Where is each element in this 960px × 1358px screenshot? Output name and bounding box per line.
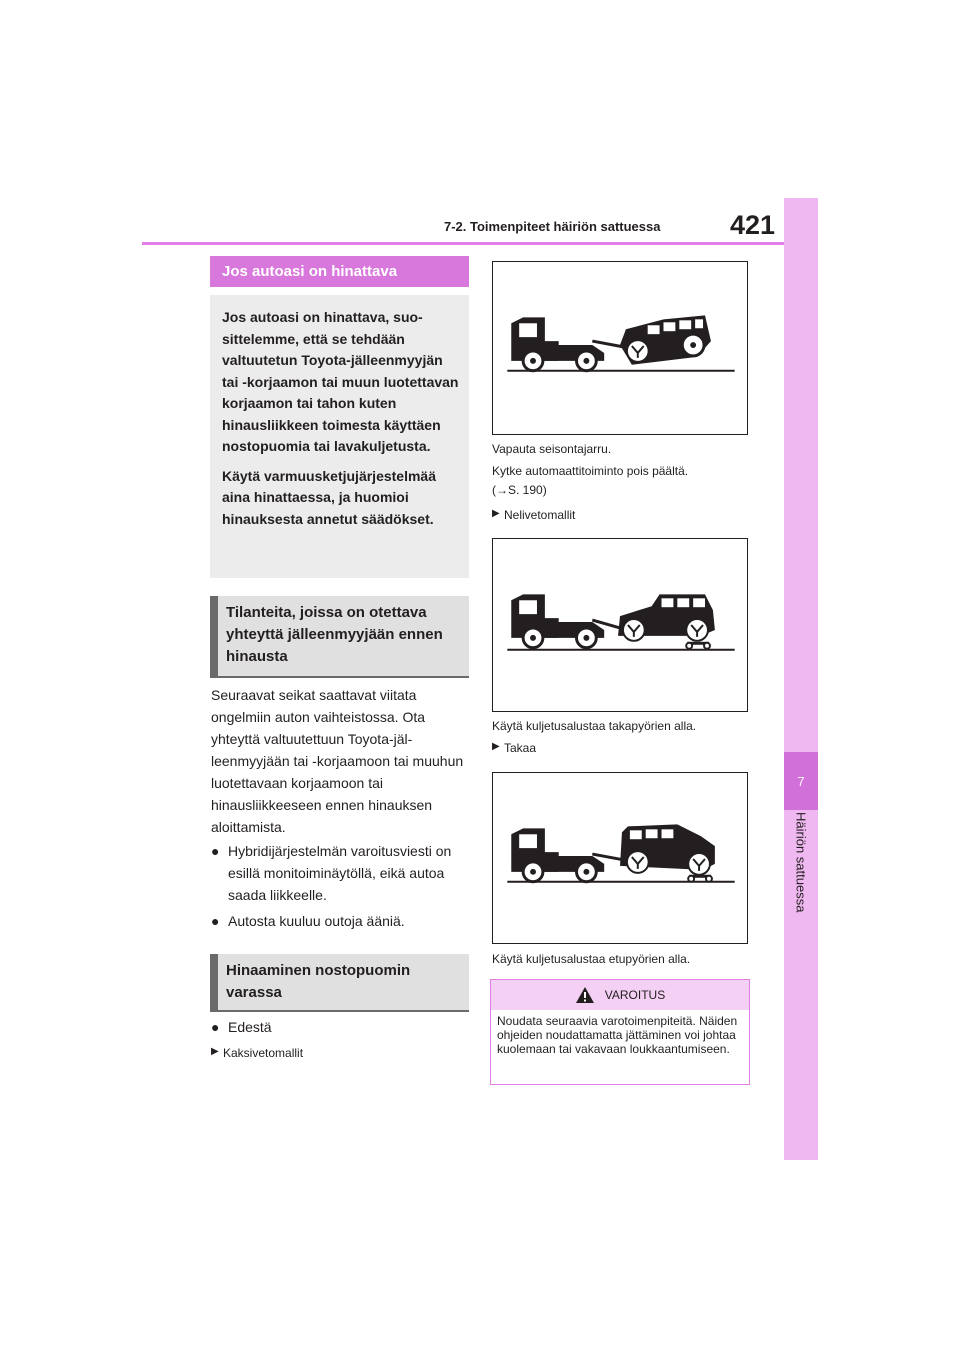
bullet-item	[211, 1016, 467, 1038]
bullet-item	[211, 910, 467, 932]
warning-header	[491, 980, 749, 1010]
chapter-side-label	[784, 812, 818, 962]
warning-triangle-icon	[575, 986, 595, 1004]
sub-item	[492, 508, 575, 522]
tow-truck-illustration	[493, 262, 747, 434]
intro-paragraph-1: Jos autoasi on hinattava, suosittelemme, että se tehdään valtuutetun Toyota-jälleenmyyjän tai -korjaamon tai muun luotettavan korjaamon tai tahon kuten hinausliikkeen toimesta käyttäen nostopuomia tai lavakuljetusta.	[222, 309, 459, 454]
caption-auto-function	[492, 462, 750, 500]
page-number: 421	[730, 210, 776, 240]
sub-item	[492, 741, 536, 755]
intro-box	[210, 295, 469, 578]
triangle-right-icon: ▶	[492, 508, 500, 519]
intro-paragraph-2: Käytä varmuusketjujärjestelmää aina hinattaessa, ja huomioi hinauksesta annetut säädökset.	[222, 467, 436, 527]
section-title: Jos autoasi on hinattava	[210, 256, 469, 287]
triangle-right-icon: ▶	[211, 1046, 219, 1057]
towing-figure-front-4wd	[492, 538, 748, 712]
tow-truck-rear-illustration	[493, 773, 747, 943]
bullet-text: Hybridijärjestelmän varoitusviesti on esillä monitoiminäytöllä, eikä autoa saada liikkeelle.	[228, 843, 452, 903]
sub-item-text: Nelivetomallit	[504, 508, 576, 522]
bullet-item	[211, 840, 467, 906]
caption-front-dolly: Käytä kuljetusalustaa etupyörien alla.	[492, 952, 691, 966]
warning-box	[490, 979, 750, 1085]
chapter-side-tab	[784, 198, 818, 1160]
bullet-text: Edestä	[228, 1019, 272, 1035]
bullet-dot-icon: ●	[211, 843, 220, 859]
sub-item	[211, 1046, 303, 1060]
chapter-side-label-text: Häiriön sattuessa	[793, 812, 809, 913]
towing-figure-rear	[492, 772, 748, 944]
bullet-dot-icon: ●	[211, 913, 220, 929]
header-rule	[142, 242, 784, 245]
subsection-body: Seuraavat seikat saattavat viitata ongelmiin auton vaihteistossa. Ota yhteyttä valtuutettuun Toyota-jälleenmyyjään tai -korjaamoon tai muuhun luotettavaan korjaamoon tai hinausliikkeeseen ennen hinauksen aloittamista.	[211, 687, 464, 835]
bullet-text: Autosta kuuluu outoja ääniä.	[228, 913, 405, 929]
chapter-number: 7	[784, 752, 818, 810]
chapter-heading: 7-2. Toimenpiteet häiriön sattuessa	[444, 219, 661, 234]
warning-text: Noudata seuraavia varotoimenpiteitä. Näiden ohjeiden noudattamatta jättäminen voi johtaa kuolemaan tai vakavaan loukkaantumiseen.	[497, 1014, 738, 1056]
caption-rear-dolly: Käytä kuljetusalustaa takapyörien alla.	[492, 719, 697, 733]
towing-figure-front-2wd	[492, 261, 748, 435]
triangle-right-icon: ▶	[492, 741, 500, 752]
sub-item-text: Takaa	[504, 741, 537, 755]
warning-title: VAROITUS	[604, 988, 666, 1002]
subsection-title-boom-towing: Hinaaminen nostopuomin varassa	[210, 954, 469, 1012]
subsection-title-contact-dealer: Tilanteita, joissa on otettava yhteyttä jälleenmyyjään ennen hinausta	[210, 596, 469, 678]
caption-parking-brake: Vapauta seisontajarru.	[492, 442, 612, 456]
caption-auto-function-text: Kytke automaattitoiminto pois päältä.	[492, 464, 689, 478]
sub-item-text: Kaksivetomallit	[223, 1046, 304, 1060]
page-reference: (→S. 190)	[492, 483, 547, 497]
tow-truck-dolly-illustration	[493, 539, 747, 711]
bullet-dot-icon: ●	[211, 1019, 220, 1035]
